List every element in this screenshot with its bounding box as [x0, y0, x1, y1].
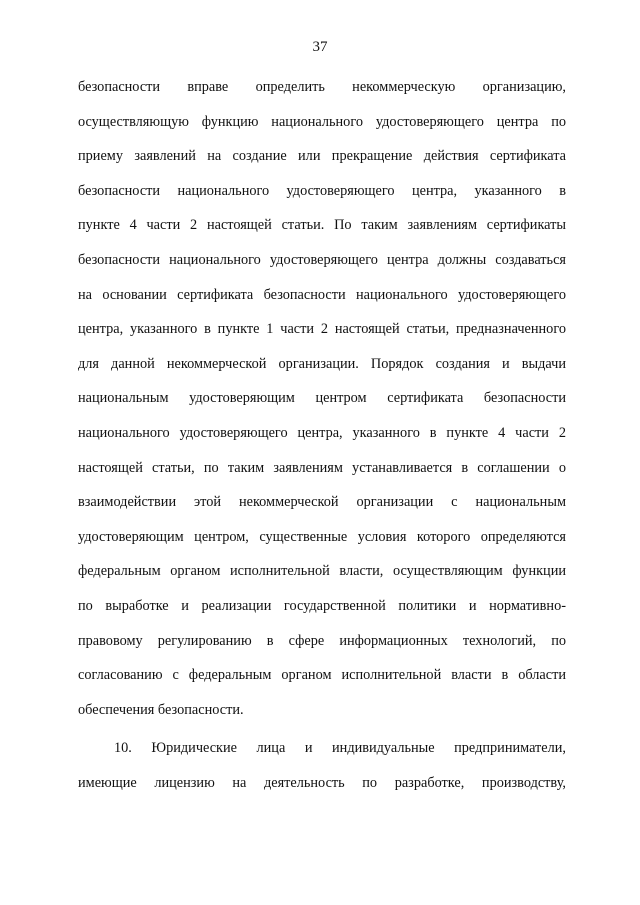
text-line: для данной некоммерческой организации. Порядок создания и выдачи — [78, 355, 566, 372]
text-line: согласованию с федеральным органом исполнительной власти в области — [78, 667, 566, 684]
document-body — [78, 70, 566, 800]
text-line: имеющие лицензию на деятельность по разработке, производству, — [78, 774, 566, 791]
text-line: правовому регулированию в сфере информационных технологий, по — [78, 632, 566, 649]
page-number: 37 — [312, 39, 328, 55]
paragraph-item-10 — [78, 731, 566, 800]
text-line: национальным удостоверяющим центром сертификата безопасности — [78, 390, 566, 407]
text-line: пункте 4 части 2 настоящей статьи. По таким заявлениям сертификаты — [78, 217, 566, 234]
text-line: национального удостоверяющего центра, указанного в пункте 4 части 2 — [78, 424, 566, 441]
text-line: удостоверяющим центром, существенные условия которого определяются — [78, 528, 566, 545]
text-line: настоящей статьи, по таким заявлениям устанавливается в соглашении о — [78, 459, 566, 476]
text-line: осуществляющую функцию национального удостоверяющего центра по — [78, 113, 566, 130]
text-line: центра, указанного в пункте 1 части 2 настоящей статьи, предназначенного — [78, 321, 566, 338]
text-line: обеспечения безопасности. — [78, 701, 244, 718]
paragraph-continued — [78, 70, 566, 727]
text-line: по выработке и реализации государственной политики и нормативно- — [78, 597, 566, 614]
text-line: федеральным органом исполнительной власти, осуществляющим функции — [78, 563, 566, 580]
text-line: приему заявлений на создание или прекращение действия сертификата — [78, 148, 566, 165]
text-line: 10. Юридические лица и индивидуальные предприниматели, — [114, 740, 566, 757]
text-line: безопасности национального удостоверяющего центра, указанного в — [78, 182, 566, 199]
text-line: безопасности вправе определить некоммерческую организацию, — [78, 79, 566, 95]
text-line: взаимодействии этой некоммерческой организации с национальным — [78, 494, 566, 511]
text-line: безопасности национального удостоверяющего центра должны создаваться — [78, 251, 566, 268]
text-line: на основании сертификата безопасности национального удостоверяющего — [78, 286, 566, 303]
